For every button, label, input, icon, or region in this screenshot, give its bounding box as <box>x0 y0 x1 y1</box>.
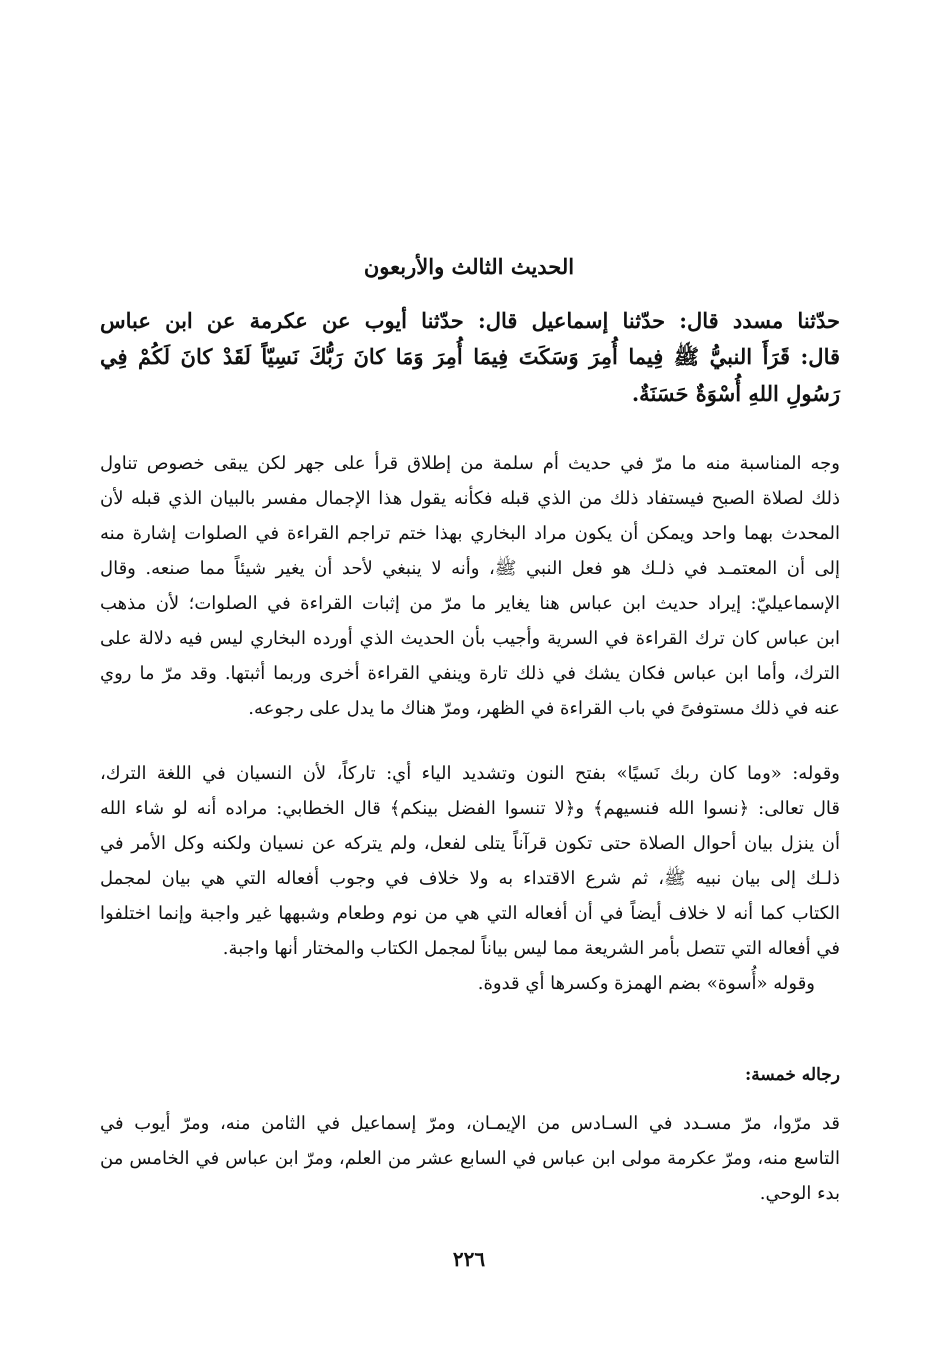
hadith-line: حدّثنا مسدد قال: حدّثنا إسماعيل قال: حدّثنا أيوب عن عكرمة عن ابن عباس <box>100 308 840 333</box>
commentary-line: وقوله: «وما كان ربك نَسيًا» بفتح النون وتشديد الياء أي: تاركاً، لأن النسيان في اللغة الترك، <box>100 763 840 784</box>
commentary-line: ذلك لصلاة الصبح فيستفاد ذلك من الذي قبله فكأنه يقول هذا الإجمال مفسر بالبيان الذي قبله لأن <box>100 488 840 509</box>
commentary-line: إلى أن المعتمـد في ذلـك هو فعل النبي ﷺ، وأنه لا ينبغي لأحد أن يغير شيئاً مما صنعه. وقال <box>100 558 840 579</box>
commentary-line: الترك، وأما ابن عباس فكان يشك في ذلك تارة وينفي القراءة أخرى وربما أثبتها. وقد مرّ ما روي <box>100 663 840 684</box>
chapter-title: الحديث الثالث والأربعون <box>363 254 575 279</box>
narrators-line: التاسع منه، ومرّ عكرمة مولى ابن عباس في السابع عشر من العلم، ومرّ ابن عباس في الخامس من <box>100 1148 840 1169</box>
page-number: ٢٢٦ <box>452 1247 486 1271</box>
commentary-line: في أفعاله التي تتصل بأمر الشريعة مما ليس بياناً لمجمل الكتاب والمختار أنها واجبة. <box>222 938 840 959</box>
commentary-line: وقوله «أُسوة» بضم الهمزة وكسرها أي قدوة. <box>477 973 815 994</box>
hadith-line: قال: قَرَأَ النبيُّ ﷺ فِيما أُمِرَ وَسَكَتَ فِيمَا أُمِرَ وَمَا كانَ رَبُّكَ نَسِيّاً لَقَدْ كانَ لَكُمْ فِي <box>100 344 840 369</box>
commentary-line: عنه في ذلك مستوفىً في باب القراءة في الظهر، ومرّ هناك ما يدل على رجوعه. <box>248 698 840 719</box>
commentary-line: ابن عباس كان ترك القراءة في السرية وأجيب بأن الحديث الذي أورده البخاري ليس فيه دلالة على <box>100 628 840 649</box>
commentary-line: وجه المناسبة منه ما مرّ في حديث أم سلمة من إطلاق قرأ على جهر لكن يبقى خصوص تناول <box>100 453 840 474</box>
commentary-line: ذلـك إلى بيان نبيه ﷺ، ثم شرع الاقتداء به ولا خلاف في وجوب أفعاله التي هي بيان لمجمل <box>100 868 840 889</box>
narrators-line: بدء الوحي. <box>759 1183 840 1204</box>
commentary-line: الكتاب كما أنه لا خلاف أيضاً في أن أفعاله التي هي من نوم وطعام وشبهها غير واجبة وإنما اختلفوا <box>100 903 840 924</box>
narrators-line: قد مرّوا، مرّ مسـدد في السـادس من الإيمـان، ومرّ إسماعيل في الثامن منه، ومرّ أيوب في <box>100 1113 840 1134</box>
commentary-line: الإسماعيليّ: إيراد حديث ابن عباس هنا يغاير ما مرّ من إثبات القراءة في الصلوات؛ لأن مذهب <box>100 593 840 614</box>
commentary-line: المحدث بهما واحد ويمكن أن يكون مراد البخاري بهذا ختم تراجم القراءة في الصلوات إشارة منه <box>100 523 840 544</box>
hadith-line: رَسُولِ اللهِ أُسْوَةٌ حَسَنَةٌ. <box>631 381 840 406</box>
commentary-line: قال تعالى: ﴿نسوا الله فنسيهم﴾ و﴿لا تنسوا الفضل بينكم﴾ قال الخطابي: مراده أنه لو شاء الله <box>100 798 840 819</box>
commentary-line: أن ينزل بيان أحوال الصلاة حتى تكون قرآناً يتلى لفعل، ولم يتركه عن نسيان ولكنه وكل الأمر في <box>100 833 840 854</box>
narrators-heading: رجاله خمسة: <box>744 1065 840 1085</box>
